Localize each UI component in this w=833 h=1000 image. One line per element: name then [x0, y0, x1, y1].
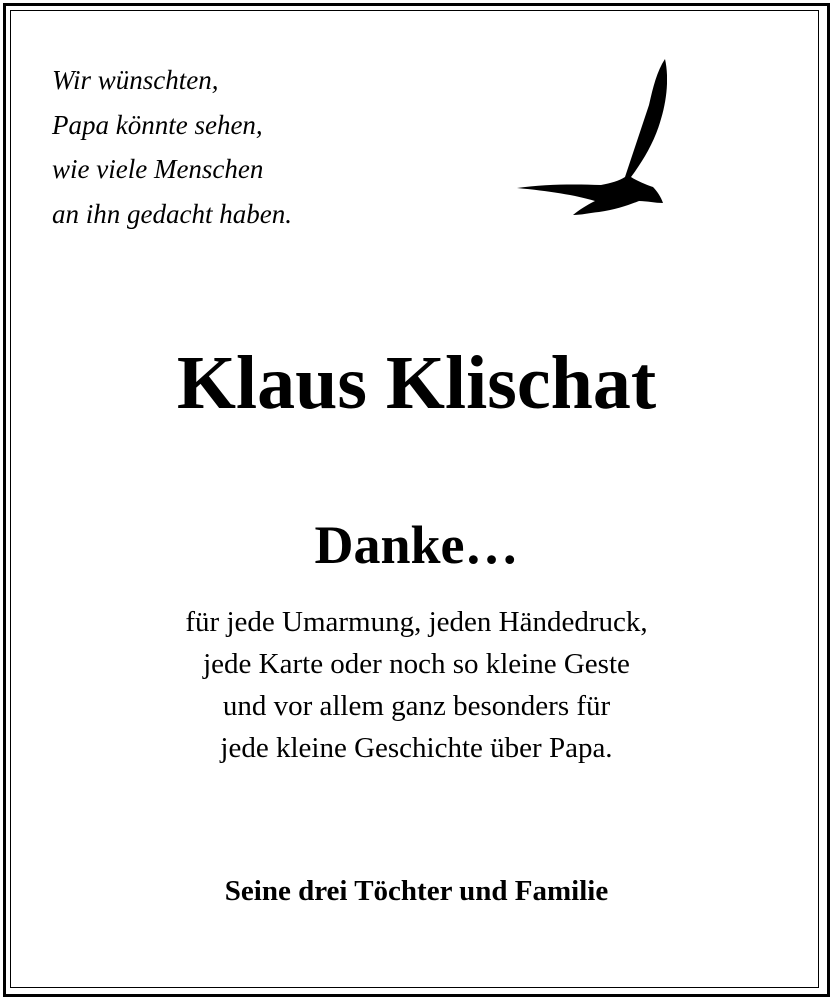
poem-line: Wir wünschten,	[52, 65, 219, 95]
deceased-name: Klaus Klischat	[176, 341, 657, 425]
memorial-poem	[52, 58, 292, 236]
thanks-line: jede Karte oder noch so kleine Geste	[203, 648, 630, 680]
poem-line: an ihn gedacht haben.	[52, 198, 292, 229]
thanks-line: jede kleine Geschichte über Papa.	[220, 732, 613, 764]
thanks-line: und vor allem ganz besonders für	[222, 690, 611, 722]
thanks-line: für jede Umarmung, jeden Händedruck,	[185, 606, 648, 638]
bird-icon	[515, 57, 667, 217]
poem-line: Papa könnte sehen,	[52, 109, 263, 140]
thanks-heading: Danke…	[314, 515, 519, 575]
poem-line: wie viele Menschen	[52, 154, 264, 184]
thanks-text	[0, 601, 833, 769]
signature: Seine drei Töchter und Familie	[224, 875, 609, 907]
